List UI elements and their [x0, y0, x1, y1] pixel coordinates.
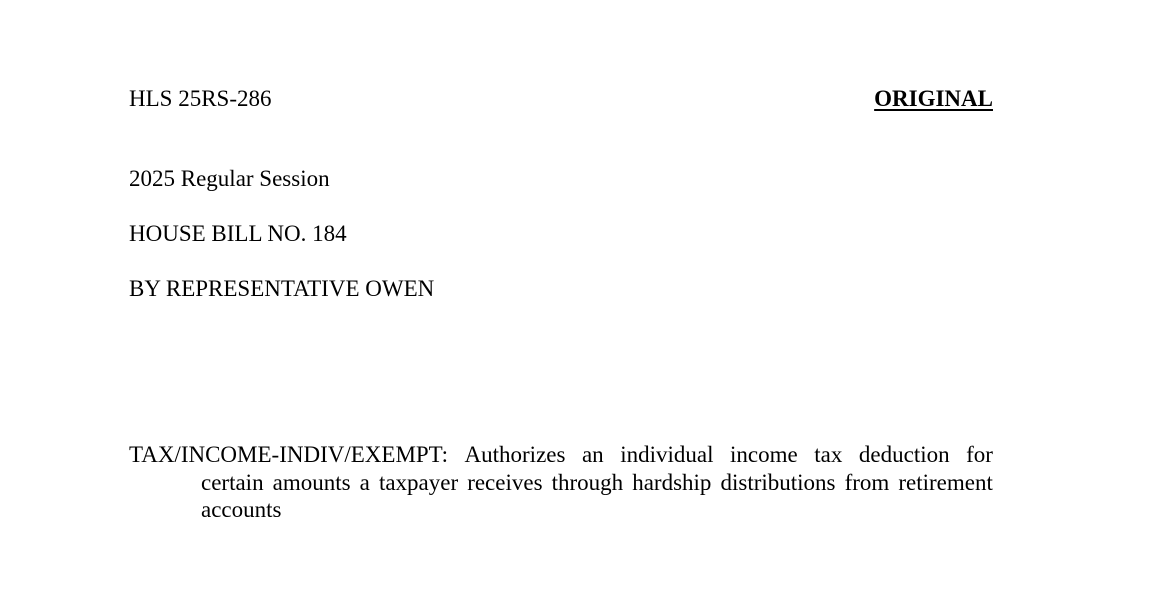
digest-word: through: [551, 469, 624, 495]
digest-word: an: [581, 442, 604, 467]
version-label: ORIGINAL: [874, 86, 993, 111]
bill-id: HLS 25RS-286: [129, 86, 272, 111]
bill-number: HOUSE BILL NO. 184: [129, 221, 347, 246]
digest-word: deduction: [858, 442, 950, 467]
digest-word: receives: [467, 469, 543, 495]
digest-word: accounts: [201, 497, 282, 522]
digest-word: TAX/INCOME-INDIV/EXEMPT:: [129, 442, 448, 467]
digest-word: Authorizes: [464, 442, 566, 467]
session-label: 2025 Regular Session: [129, 166, 330, 191]
sponsor-line: BY REPRESENTATIVE OWEN: [129, 276, 435, 301]
digest-word: distributions: [720, 469, 836, 495]
digest-word: individual: [620, 442, 714, 467]
digest-word: for: [966, 442, 993, 467]
digest-word: retirement: [898, 469, 993, 495]
digest-line-2: [129, 469, 993, 497]
digest-word: tax: [814, 442, 843, 467]
digest-word: hardship: [632, 469, 712, 495]
digest-line-1: [129, 441, 993, 469]
digest-word: from: [844, 469, 890, 495]
digest-word: amounts: [272, 469, 351, 495]
digest-word: certain: [201, 469, 264, 495]
digest-word: income: [730, 442, 798, 467]
digest-word: a: [359, 469, 370, 495]
bill-digest: [129, 441, 993, 524]
digest-line-3: [129, 496, 993, 524]
digest-word: taxpayer: [378, 469, 459, 495]
